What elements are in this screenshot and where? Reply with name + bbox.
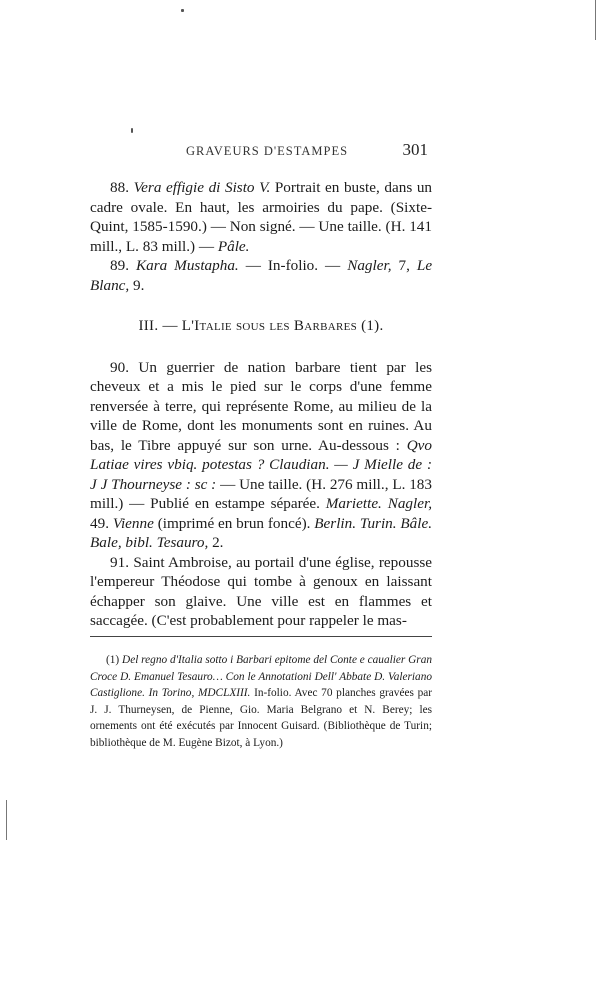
entry-details: — Une taille. (H. 276 mill., L. 183 mill.) — Publié en estampe séparée. — [90, 475, 432, 512]
reference-leblanc: Le Blanc, — [90, 257, 433, 294]
reference-number: 9. — [133, 276, 145, 294]
footnote-marker: (1) — [106, 654, 120, 666]
page-header — [130, 140, 430, 164]
entry-number: 91. — [110, 553, 129, 571]
entry-88 — [90, 178, 432, 256]
entry-number: 90. — [110, 358, 129, 376]
reference-nagler: Nagler, — [347, 257, 392, 274]
entry-description: Un guerrier de nation barbare tient par les cheveux et a mis le pied sur le corps d'une femme renversée à terre, qui représente Rome, au milieu de la ville de Rome, dont les monuments sont en ruines. Au bas, le Tibre appuyé sur son urne. Au-dessous : — [90, 358, 433, 454]
entry-state: Pâle. — [217, 237, 250, 255]
scan-speck — [131, 128, 133, 133]
entry-91 — [90, 553, 432, 631]
reference-number: 49. — [90, 514, 109, 532]
page-edge-mark — [595, 0, 596, 40]
footnote-1 — [90, 652, 432, 751]
reference-number: 7, — [398, 257, 410, 274]
footnote-book-title: Del regno d'Italia sotto i Barbari epitome del Conte e caualier Gran Croce D. Emanuel Tesauro… Con le Annotationi Dell' Abbate D. Valeriano Castiglione. In Torino, MDCLXIII. — [90, 654, 432, 699]
footnote-reference: (1). — [357, 318, 384, 334]
section-heading — [90, 317, 432, 337]
collection-number: 2. — [212, 534, 224, 551]
footnotes — [90, 652, 432, 751]
section-title-barbares: Barbares — [293, 318, 358, 334]
entry-description: — In-folio. — — [245, 257, 341, 274]
entry-number: 89. — [110, 257, 129, 274]
page-edge-mark — [6, 800, 7, 840]
printing-note: (imprimé en brun foncé). — [157, 514, 311, 532]
section-title-middle: sous les — [231, 318, 294, 334]
entry-number: 88. — [110, 179, 129, 196]
page-number: 301 — [402, 140, 428, 159]
running-title: GRAVEURS D'ESTAMPES — [186, 144, 349, 158]
entry-description: Portrait en buste, dans un cadre ovale. En haut, les armoiries du pape. (Sixte-Quint, 1585-1590.) — Non signé. — Une taille. (H. 141 mill., L. 83 mill.) — — [90, 179, 433, 255]
scan-speck — [181, 9, 184, 12]
entry-90 — [90, 358, 432, 553]
entry-title: Kara Mustapha. — [135, 257, 239, 274]
section-title-italie: L'Italie — [181, 318, 232, 334]
entry-description: Saint Ambroise, au portail d'une église, repousse l'empereur Théodose qui tombe à genoux en laissant échapper son glaive. Une ville est en flammes et saccagée. (C'est probablement pour rappeler le mas- — [90, 553, 433, 629]
footnote-rule — [90, 636, 432, 637]
entry-89 — [90, 256, 432, 295]
collection-vienne: Vienne — [112, 514, 154, 532]
entry-title: Vera effigie di Sisto V. — [133, 179, 271, 196]
collections: Berlin. Turin. Bâle. Bale, bibl. Tesauro, — [90, 514, 433, 551]
references: Mariette. Nagler, — [325, 495, 432, 512]
footnote-text: In-folio. Avec 70 planches gravées par J. J. Thurneysen, de Pienne, Gio. Maria Belgrano et N. Berey; les ornements ont été exécutés par Innocent Guisard. (Bibliothèque de Turin; bibliothèque de M. Eugène Bizot, à Lyon.) — [90, 687, 433, 749]
inscription: Qvo Latiae vires vbiq. potestas ? Claudian. — J Mielle de : J J Thourneyse : sc : — [90, 436, 433, 493]
catalogue-text — [90, 178, 432, 631]
section-numeral: III. — — [138, 318, 182, 334]
